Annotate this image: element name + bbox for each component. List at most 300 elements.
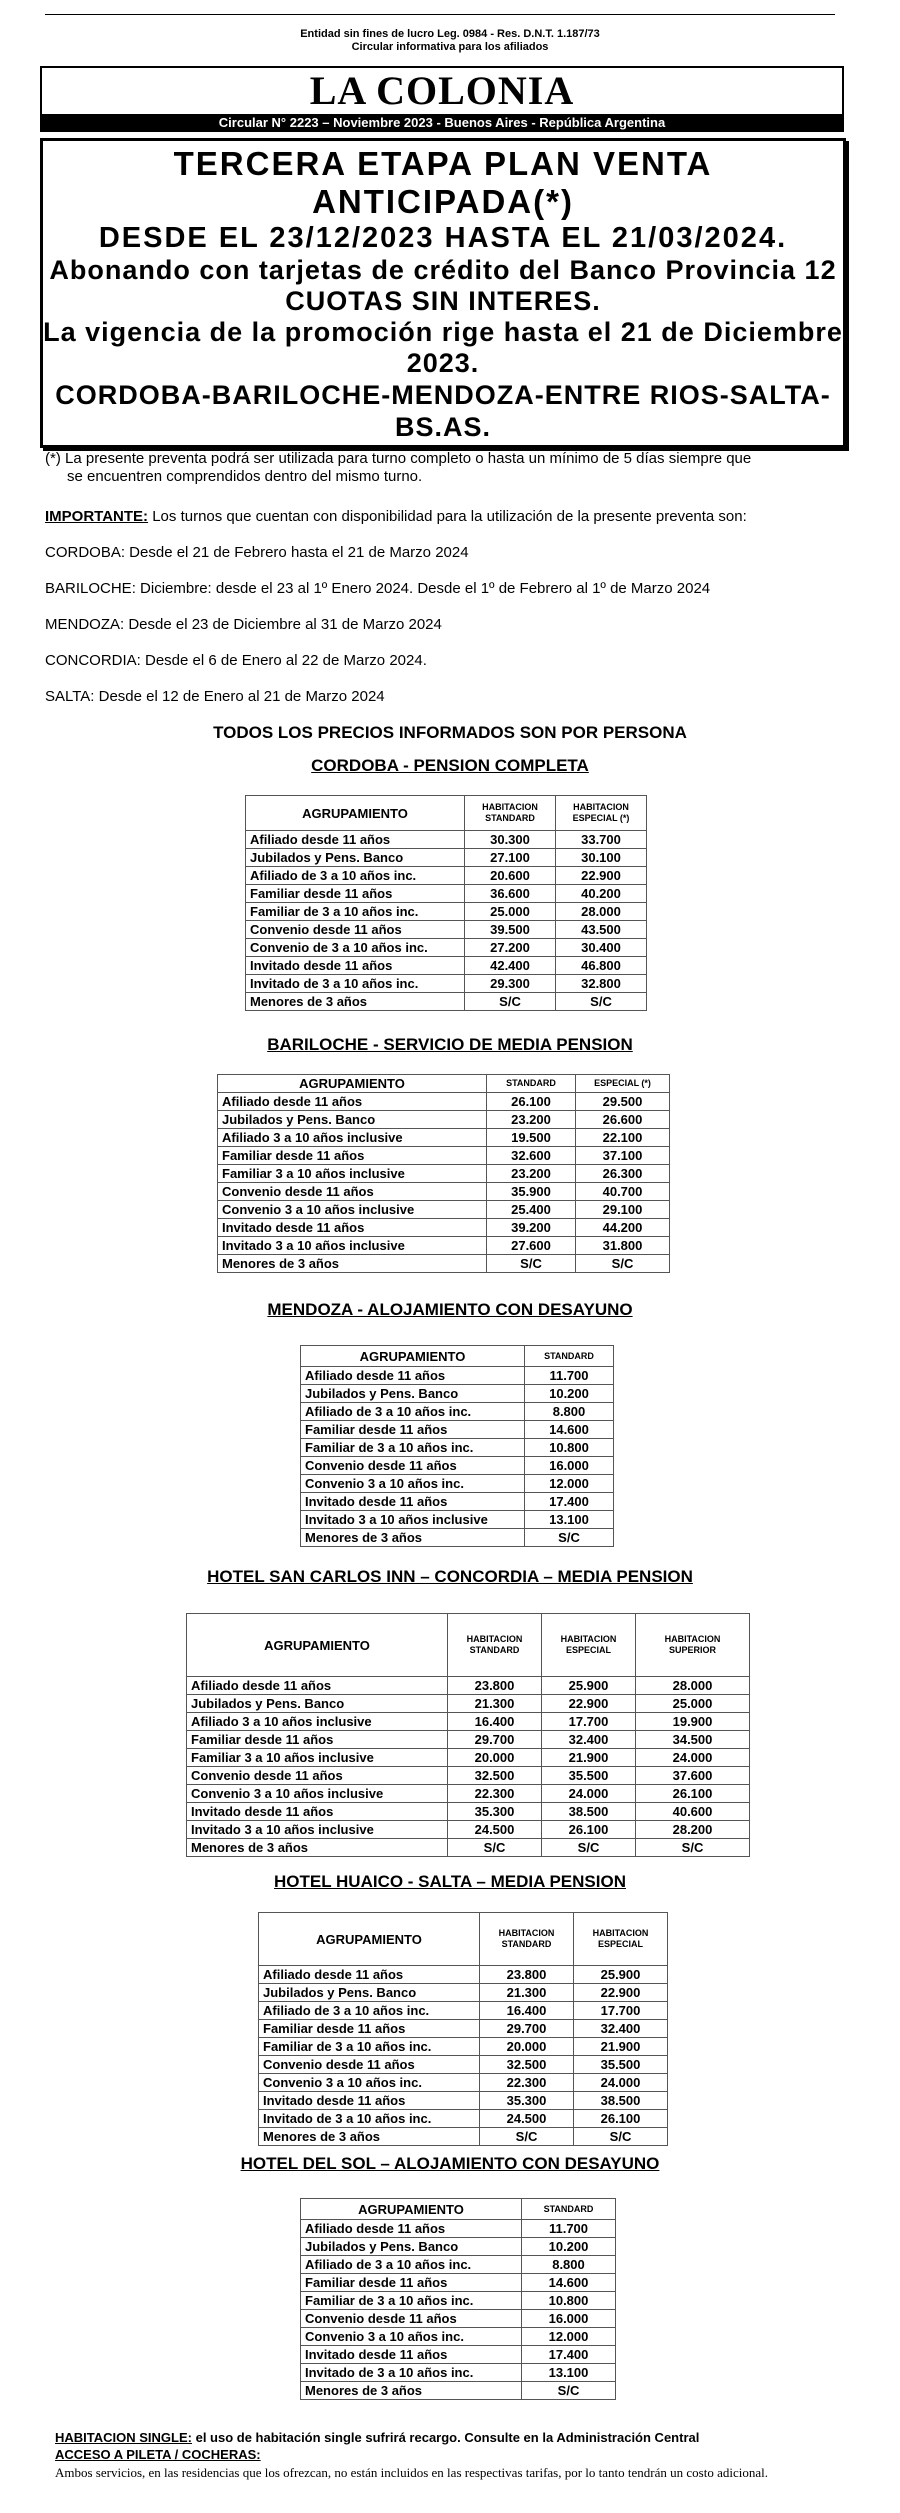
price-cell: 21.900 [542,1749,636,1767]
table-header-row [218,1075,670,1093]
price-cell: 22.100 [576,1129,670,1147]
price-cell: S/C [556,993,647,1011]
price-cell: 11.700 [525,1367,614,1385]
price-cell: 36.600 [465,885,556,903]
table-row [218,1147,670,1165]
price-cell: 32.600 [487,1147,576,1165]
column-header: STANDARD [522,2199,616,2220]
table-row [246,885,647,903]
price-cell: 14.600 [525,1421,614,1439]
price-cell: 35.500 [574,2056,668,2074]
column-header: AGRUPAMIENTO [246,796,465,831]
row-label: Jubilados y Pens. Banco [246,849,465,867]
table-row [259,2056,668,2074]
promo-line-1: TERCERA ETAPA PLAN VENTA ANTICIPADA(*) [173,145,713,220]
price-cell: 19.500 [487,1129,576,1147]
row-label: Invitado desde 11 años [259,2092,480,2110]
price-cell: 21.300 [448,1695,542,1713]
price-cell: 16.400 [448,1713,542,1731]
price-cell: 26.100 [487,1093,576,1111]
column-header: AGRUPAMIENTO [187,1614,448,1677]
preventa-note [45,450,835,486]
row-label: Jubilados y Pens. Banco [218,1111,487,1129]
price-cell: 27.200 [465,939,556,957]
price-cell: 32.400 [542,1731,636,1749]
price-cell: 22.300 [480,2074,574,2092]
price-table [258,1912,668,2146]
table-row [187,1713,750,1731]
price-cell: 37.100 [576,1147,670,1165]
price-cell: 22.900 [542,1695,636,1713]
section-title-text: HOTEL HUAICO - SALTA – MEDIA PENSION [274,1872,626,1891]
row-label: Invitado de 3 a 10 años inc. [259,2110,480,2128]
price-cell: 24.500 [480,2110,574,2128]
row-label: Invitado desde 11 años [301,1493,525,1511]
price-cell: 10.800 [525,1439,614,1457]
price-cell: 33.700 [556,831,647,849]
price-cell: 22.300 [448,1785,542,1803]
price-cell: 19.900 [636,1713,750,1731]
table-row [301,2364,616,2382]
row-label: Convenio desde 11 años [246,921,465,939]
row-label: Invitado desde 11 años [246,957,465,975]
table-row [218,1237,670,1255]
row-label: Afiliado desde 11 años [218,1093,487,1111]
price-cell: 28.000 [636,1677,750,1695]
pool-label-text: ACCESO A PILETA / COCHERAS: [55,2447,261,2462]
price-cell: 32.400 [574,2020,668,2038]
circular-bar: Circular N° 2223 – Noviembre 2023 - Buenos Aires - República Argentina [40,114,844,132]
price-cell: 30.100 [556,849,647,867]
table-row [246,993,647,1011]
row-label: Jubilados y Pens. Banco [187,1695,448,1713]
price-cell: 24.000 [542,1785,636,1803]
table-row [301,1511,614,1529]
price-cell: 22.900 [574,1984,668,2002]
price-cell: 39.200 [487,1219,576,1237]
price-cell: 20.000 [480,2038,574,2056]
column-header: STANDARD [525,1346,614,1367]
table-row [301,1457,614,1475]
table-row [301,2310,616,2328]
entity-line: Entidad sin fines de lucro Leg. 0984 - Res. D.N.T. 1.187/73 [300,28,600,40]
row-label: Afiliado desde 11 años [301,1367,525,1385]
section-title [0,1872,900,1892]
column-header: HABITACION SUPERIOR [636,1614,750,1677]
price-cell: 22.900 [556,867,647,885]
logo-title-box [40,66,844,116]
row-label: Invitado desde 11 años [301,2346,522,2364]
table-row [301,1439,614,1457]
table-row [246,939,647,957]
row-label: Familiar de 3 a 10 años inc. [259,2038,480,2056]
price-cell: 16.400 [480,2002,574,2020]
price-cell: 34.500 [636,1731,750,1749]
price-cell: 20.600 [465,867,556,885]
note-line-1: (*) La presente preventa podrá ser utilizada para turno completo o hasta un mínimo de 5 días siempre que [45,450,752,467]
price-cell: 39.500 [465,921,556,939]
section-title [0,756,900,776]
row-label: Familiar de 3 a 10 años inc. [301,1439,525,1457]
price-cell: 32.800 [556,975,647,993]
table-row [301,1475,614,1493]
price-cell: 25.000 [465,903,556,921]
price-cell: S/C [576,1255,670,1273]
row-label: Convenio de 3 a 10 años inc. [246,939,465,957]
row-label: Afiliado desde 11 años [301,2220,522,2238]
table-row [301,2346,616,2364]
price-cell: 31.800 [576,1237,670,1255]
price-cell: 23.800 [448,1677,542,1695]
price-cell: 10.200 [525,1385,614,1403]
price-cell: 37.600 [636,1767,750,1785]
top-rule [45,14,835,15]
price-cell: S/C [487,1255,576,1273]
header-note [0,28,900,54]
availability-mendoza: MENDOZA: Desde el 23 de Diciembre al 31 de Marzo 2024 [45,616,442,633]
price-table [245,795,647,1011]
table-row [218,1183,670,1201]
table-row [187,1767,750,1785]
table-row [246,831,647,849]
price-cell: 32.500 [448,1767,542,1785]
table-row [259,1966,668,1984]
section-title-text: BARILOCHE - SERVICIO DE MEDIA PENSION [267,1035,633,1054]
price-cell: 16.000 [525,1457,614,1475]
price-cell: 25.900 [574,1966,668,1984]
price-cell: 25.400 [487,1201,576,1219]
row-label: Menores de 3 años [259,2128,480,2146]
column-header: AGRUPAMIENTO [259,1913,480,1966]
table-row [259,2020,668,2038]
section-title [0,2154,900,2174]
price-table [300,1345,614,1547]
table-row [259,2074,668,2092]
single-room-note [55,2430,699,2446]
table-row [218,1219,670,1237]
table-row [301,2382,616,2400]
column-header: HABITACION STANDARD [480,1913,574,1966]
price-cell: 17.700 [542,1713,636,1731]
price-cell: 14.600 [522,2274,616,2292]
price-cell: 8.800 [522,2256,616,2274]
table-row [246,957,647,975]
table-row [301,2292,616,2310]
section-title-text: HOTEL DEL SOL – ALOJAMIENTO CON DESAYUNO [240,2154,660,2173]
price-cell: 26.100 [542,1821,636,1839]
price-cell: S/C [448,1839,542,1857]
price-cell: 40.700 [576,1183,670,1201]
row-label: Convenio desde 11 años [259,2056,480,2074]
table-row [301,2238,616,2256]
column-header: AGRUPAMIENTO [218,1075,487,1093]
row-label: Menores de 3 años [301,1529,525,1547]
price-cell: 10.800 [522,2292,616,2310]
row-label: Invitado 3 a 10 años inclusive [301,1511,525,1529]
price-cell: 40.600 [636,1803,750,1821]
price-cell: 8.800 [525,1403,614,1421]
note-line-2: se encuentren comprendidos dentro del mismo turno. [67,468,423,485]
promo-box [40,138,846,448]
column-header: ESPECIAL (*) [576,1075,670,1093]
row-label: Invitado de 3 a 10 años inc. [246,975,465,993]
table-row [218,1093,670,1111]
table-row [246,903,647,921]
price-cell: 30.400 [556,939,647,957]
table-row [259,2092,668,2110]
price-cell: 40.200 [556,885,647,903]
price-cell: 46.800 [556,957,647,975]
row-label: Menores de 3 años [246,993,465,1011]
price-cell: 43.500 [556,921,647,939]
price-cell: 12.000 [525,1475,614,1493]
price-cell: 28.000 [556,903,647,921]
price-cell: 38.500 [574,2092,668,2110]
price-cell: 35.300 [480,2092,574,2110]
section-title-text: HOTEL SAN CARLOS INN – CONCORDIA – MEDIA PENSION [207,1567,693,1586]
price-cell: 27.600 [487,1237,576,1255]
price-cell: S/C [522,2382,616,2400]
column-header: AGRUPAMIENTO [301,1346,525,1367]
price-cell: 13.100 [522,2364,616,2382]
price-cell: 32.500 [480,2056,574,2074]
price-cell: 23.200 [487,1165,576,1183]
row-label: Convenio 3 a 10 años inc. [301,2328,522,2346]
price-cell: 26.300 [576,1165,670,1183]
row-label: Afiliado de 3 a 10 años inc. [301,1403,525,1421]
price-cell: 28.200 [636,1821,750,1839]
table-row [259,1984,668,2002]
row-label: Invitado desde 11 años [218,1219,487,1237]
price-cell: 16.000 [522,2310,616,2328]
price-cell: 44.200 [576,1219,670,1237]
row-label: Invitado desde 11 años [187,1803,448,1821]
row-label: Familiar desde 11 años [301,2274,522,2292]
table-row [301,2328,616,2346]
single-room-label: HABITACION SINGLE: [55,2430,192,2445]
row-label: Familiar desde 11 años [301,1421,525,1439]
price-cell: 35.300 [448,1803,542,1821]
row-label: Familiar desde 11 años [246,885,465,903]
table-row [259,2110,668,2128]
row-label: Familiar de 3 a 10 años inc. [246,903,465,921]
column-header: HABITACION ESPECIAL [542,1614,636,1677]
pool-parking-text: Ambos servicios, en las residencias que los ofrezcan, no están incluidos en las respectivas tarifas, por lo tanto tendrán un costo adicional. [55,2465,768,2480]
table-row [259,2002,668,2020]
price-cell: S/C [574,2128,668,2146]
table-row [301,2256,616,2274]
important-text: Los turnos que cuentan con disponibilidad para la utilización de la presente preventa son: [148,508,747,525]
price-cell: 30.300 [465,831,556,849]
price-cell: 10.200 [522,2238,616,2256]
logo-title: LA COLONIA [309,68,575,113]
price-cell: 38.500 [542,1803,636,1821]
row-label: Convenio 3 a 10 años inclusive [218,1201,487,1219]
row-label: Jubilados y Pens. Banco [301,2238,522,2256]
price-cell: 35.500 [542,1767,636,1785]
promo-line-4: La vigencia de la promoción rige hasta el 21 de Diciembre 2023. [43,317,843,378]
row-label: Familiar 3 a 10 años inclusive [218,1165,487,1183]
table-header-row [187,1614,750,1677]
price-cell: 21.300 [480,1984,574,2002]
price-cell: 24.000 [636,1749,750,1767]
row-label: Afiliado de 3 a 10 años inc. [259,2002,480,2020]
row-label: Convenio desde 11 años [301,1457,525,1475]
table-row [301,1493,614,1511]
price-cell: 29.500 [576,1093,670,1111]
promo-line-5: CORDOBA-BARILOCHE-MENDOZA-ENTRE RIOS-SALTA-BS.AS. [55,380,831,442]
table-row [246,867,647,885]
row-label: Afiliado 3 a 10 años inclusive [187,1713,448,1731]
price-cell: S/C [480,2128,574,2146]
table-row [301,1529,614,1547]
promo-line-3: Abonando con tarjetas de crédito del Banco Provincia 12 CUOTAS SIN INTERES. [49,255,837,316]
price-cell: S/C [465,993,556,1011]
column-header: HABITACION STANDARD [465,796,556,831]
table-row [187,1695,750,1713]
table-row [246,975,647,993]
table-row [246,849,647,867]
column-header: HABITACION ESPECIAL [574,1913,668,1966]
table-row [187,1821,750,1839]
column-header: HABITACION STANDARD [448,1614,542,1677]
section-title-text: MENDOZA - ALOJAMIENTO CON DESAYUNO [267,1300,633,1319]
availability-cordoba: CORDOBA: Desde el 21 de Febrero hasta el 21 de Marzo 2024 [45,544,469,561]
table-header-row [259,1913,668,1966]
price-cell: 35.900 [487,1183,576,1201]
row-label: Convenio 3 a 10 años inclusive [187,1785,448,1803]
prices-note: TODOS LOS PRECIOS INFORMADOS SON POR PERSONA [213,723,687,742]
price-table [217,1074,670,1273]
availability-bariloche: BARILOCHE: Diciembre: desde el 23 al 1º Enero 2024. Desde el 1º de Febrero al 1º de Marzo 2024 [45,580,711,597]
column-header: AGRUPAMIENTO [301,2199,522,2220]
table-row [246,921,647,939]
price-cell: 26.100 [574,2110,668,2128]
price-cell: 17.400 [522,2346,616,2364]
price-cell: S/C [525,1529,614,1547]
table-row [187,1677,750,1695]
table-row [218,1255,670,1273]
row-label: Invitado de 3 a 10 años inc. [301,2364,522,2382]
table-row [187,1749,750,1767]
price-cell: 27.100 [465,849,556,867]
section-title [0,1300,900,1320]
availability-concordia: CONCORDIA: Desde el 6 de Enero al 22 de Marzo 2024. [45,652,427,669]
table-row [301,2220,616,2238]
price-cell: 17.700 [574,2002,668,2020]
price-cell: 21.900 [574,2038,668,2056]
section-title-text: CORDOBA - PENSION COMPLETA [311,756,589,775]
row-label: Menores de 3 años [187,1839,448,1857]
price-cell: 26.100 [636,1785,750,1803]
row-label: Jubilados y Pens. Banco [259,1984,480,2002]
row-label: Afiliado de 3 a 10 años inc. [246,867,465,885]
price-cell: 42.400 [465,957,556,975]
price-cell: S/C [636,1839,750,1857]
table-row [301,1385,614,1403]
row-label: Afiliado desde 11 años [187,1677,448,1695]
row-label: Invitado 3 a 10 años inclusive [218,1237,487,1255]
promo-line-2: DESDE EL 23/12/2023 HASTA EL 21/03/2024. [98,222,788,254]
row-label: Jubilados y Pens. Banco [301,1385,525,1403]
row-label: Afiliado desde 11 años [259,1966,480,1984]
table-row [301,2274,616,2292]
price-cell: 17.400 [525,1493,614,1511]
price-cell: 11.700 [522,2220,616,2238]
table-row [187,1839,750,1857]
row-label: Menores de 3 años [301,2382,522,2400]
important-label: IMPORTANTE: [45,508,149,525]
table-row [218,1165,670,1183]
price-cell: 25.000 [636,1695,750,1713]
row-label: Familiar de 3 a 10 años inc. [301,2292,522,2310]
price-table [300,2198,616,2400]
row-label: Convenio 3 a 10 años inc. [259,2074,480,2092]
column-header: STANDARD [487,1075,576,1093]
row-label: Familiar desde 11 años [259,2020,480,2038]
price-cell: 24.000 [574,2074,668,2092]
price-cell: S/C [542,1839,636,1857]
availability-salta: SALTA: Desde el 12 de Enero al 21 de Marzo 2024 [45,688,385,705]
section-title [0,1567,900,1587]
table-row [218,1129,670,1147]
table-row [218,1111,670,1129]
row-label: Convenio desde 11 años [301,2310,522,2328]
table-row [259,2128,668,2146]
price-cell: 29.700 [448,1731,542,1749]
row-label: Familiar desde 11 años [218,1147,487,1165]
row-label: Afiliado 3 a 10 años inclusive [218,1129,487,1147]
section-title [0,1035,900,1055]
column-header: HABITACION ESPECIAL (*) [556,796,647,831]
price-table [186,1613,750,1857]
pool-parking-label [55,2447,261,2463]
table-row [301,1367,614,1385]
price-cell: 23.800 [480,1966,574,1984]
table-row [301,1421,614,1439]
table-header-row [246,796,647,831]
row-label: Afiliado desde 11 años [246,831,465,849]
price-cell: 24.500 [448,1821,542,1839]
price-cell: 29.300 [465,975,556,993]
row-label: Menores de 3 años [218,1255,487,1273]
row-label: Afiliado de 3 a 10 años inc. [301,2256,522,2274]
price-cell: 20.000 [448,1749,542,1767]
row-label: Convenio 3 a 10 años inc. [301,1475,525,1493]
table-row [259,2038,668,2056]
important-paragraph [45,508,747,526]
price-cell: 29.100 [576,1201,670,1219]
price-cell: 29.700 [480,2020,574,2038]
table-row [187,1731,750,1749]
single-room-text: el uso de habitación single sufrirá recargo. Consulte en la Administración Central [191,2430,700,2445]
table-row [187,1803,750,1821]
row-label: Convenio desde 11 años [187,1767,448,1785]
price-cell: 25.900 [542,1677,636,1695]
table-row [301,1403,614,1421]
table-header-row [301,1346,614,1367]
row-label: Familiar 3 a 10 años inclusive [187,1749,448,1767]
row-label: Familiar desde 11 años [187,1731,448,1749]
price-cell: 12.000 [522,2328,616,2346]
price-cell: 23.200 [487,1111,576,1129]
price-cell: 13.100 [525,1511,614,1529]
circular-line: Circular informativa para los afiliados [351,41,549,53]
price-cell: 26.600 [576,1111,670,1129]
row-label: Convenio desde 11 años [218,1183,487,1201]
table-header-row [301,2199,616,2220]
table-row [187,1785,750,1803]
